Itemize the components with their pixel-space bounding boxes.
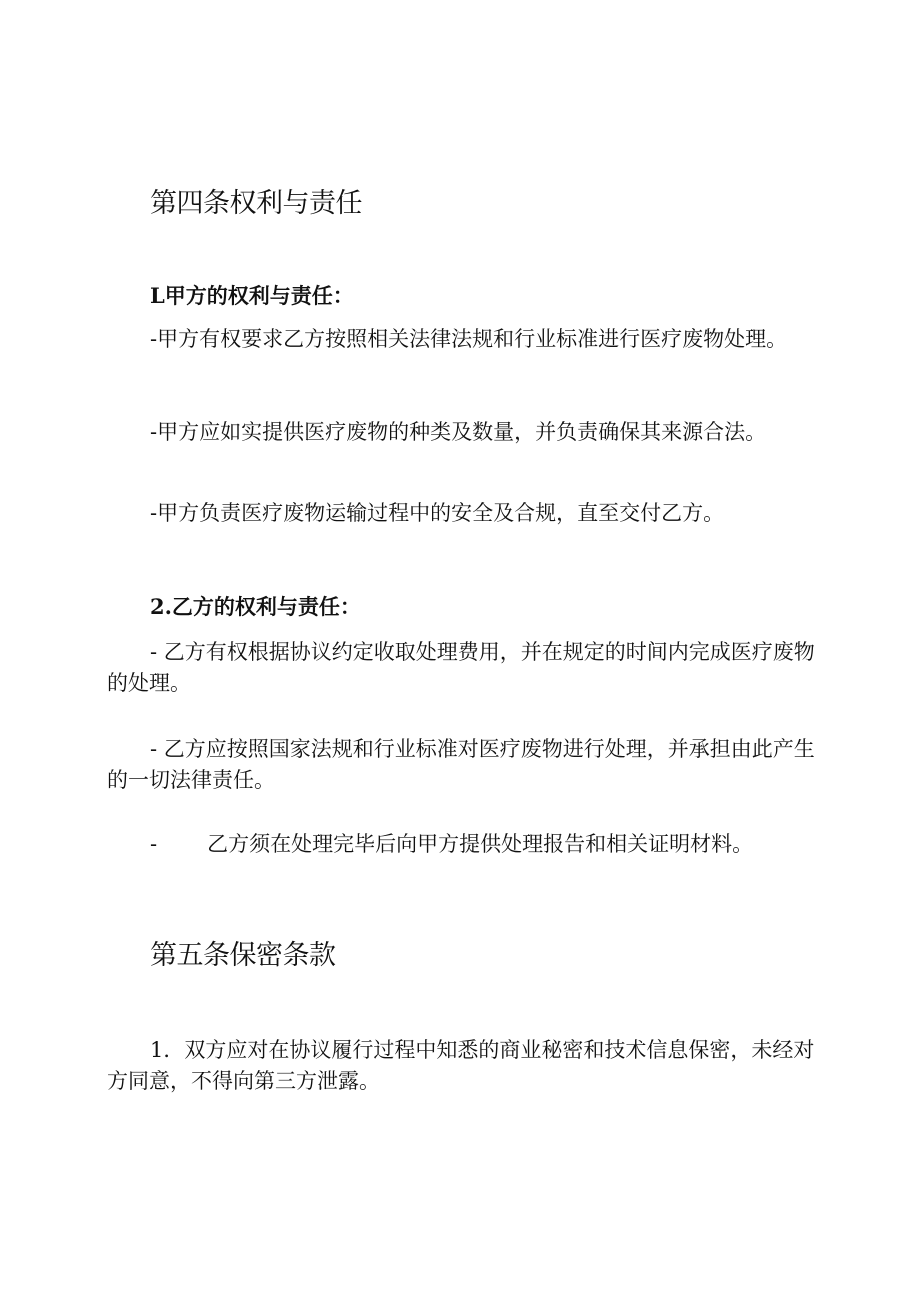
party-a-heading: L甲方的权利与责任： [150,283,354,308]
party-a-item-2: -甲方应如实提供医疗废物的种类及数量，并负责确保其来源合法。 [150,420,767,444]
party-b-item-3-dash: - [150,832,158,856]
section-5-title: 第五条保密条款 [150,940,336,971]
section-4-title: 第四条权利与责任 [150,188,362,219]
party-a-item-3: -甲方负责医疗废物运输过程中的安全及合规，直至交付乙方。 [150,501,725,525]
party-b-item-3-text: 乙方须在处理完毕后向甲方提供处理报告和相关证明材料。 [207,832,754,856]
confidentiality-item-1: 1．双方应对在协议履行过程中知悉的商业秘密和技术信息保密，未经对方同意，不得向第三方泄露。 [107,1038,815,1093]
party-b-item-1: - 乙方有权根据协议约定收取处理费用，并在规定的时间内完成医疗废物的处理。 [107,640,815,695]
party-b-heading: 2.乙方的权利与责任： [150,594,361,619]
party-b-item-2: - 乙方应按照国家法规和行业标准对医疗废物进行处理，并承担由此产生的一切法律责任。 [107,737,815,792]
party-a-item-1: -甲方有权要求乙方按照相关法律法规和行业标准进行医疗废物处理。 [150,327,788,351]
party-b-item-3 [107,829,827,860]
